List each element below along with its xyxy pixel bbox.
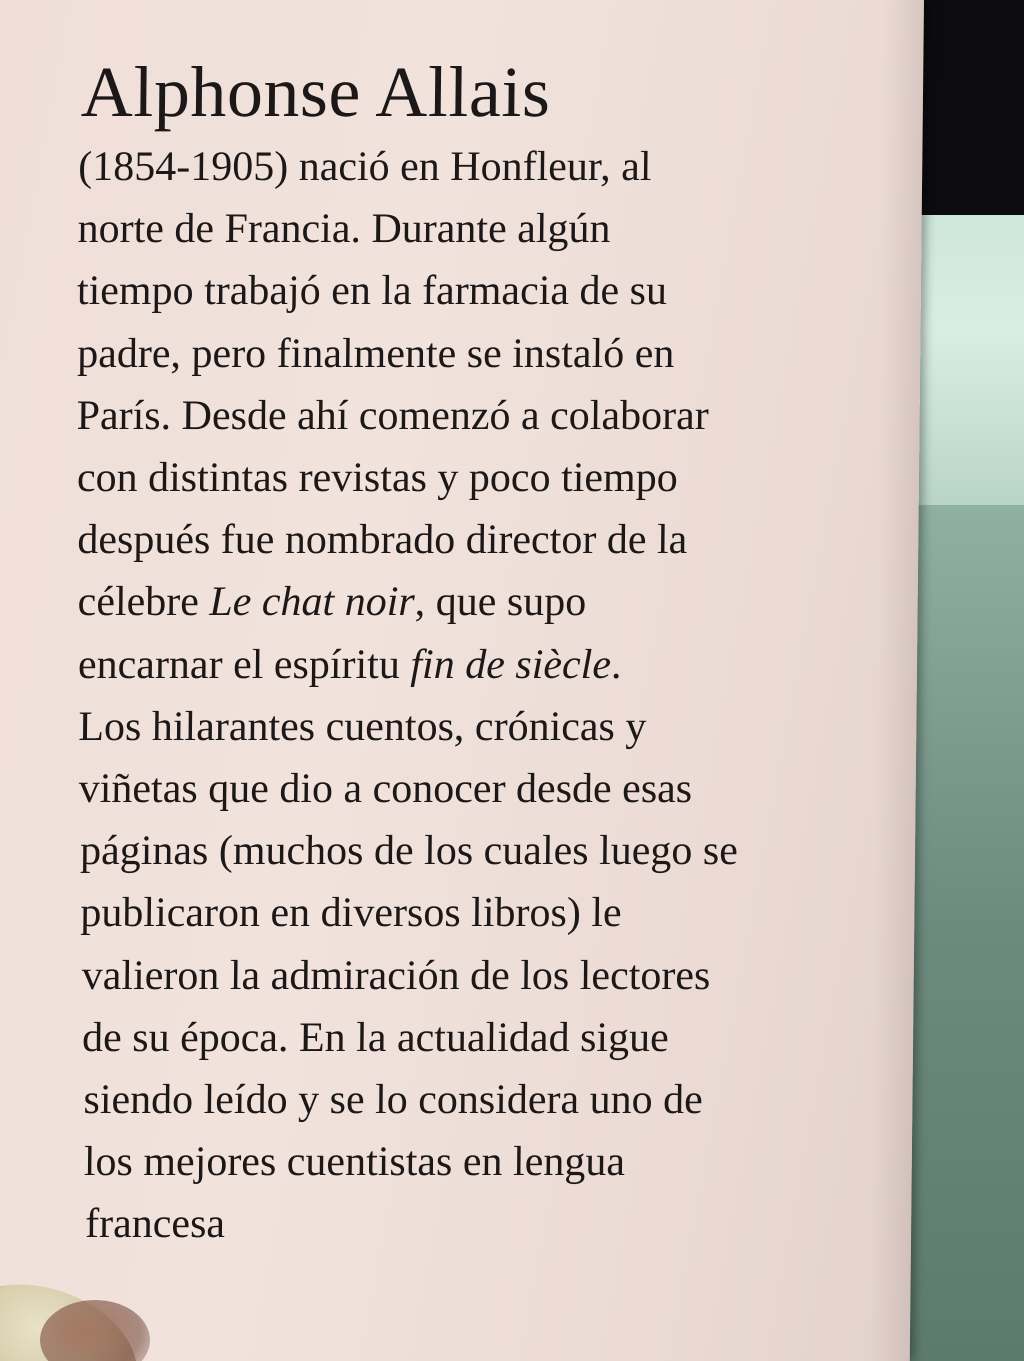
bio-text: , que supo	[414, 579, 587, 626]
bio-line-with-italic	[78, 634, 794, 696]
phrase-italic: fin de siècle	[410, 641, 612, 688]
magazine-title-italic: Le chat noir	[209, 579, 415, 626]
bio-text: .	[610, 641, 622, 688]
bio-line: los mejores cuentistas en lengua	[83, 1139, 626, 1186]
bio-line: siendo leído y se lo considera uno de	[83, 1077, 704, 1124]
bio-line: norte de Francia. Durante algún	[77, 206, 611, 253]
bio-line-with-italic	[77, 571, 794, 633]
bio-line: páginas (muchos de los cuales luego se	[79, 828, 739, 875]
bio-line: Los hilarantes cuentos, crónicas y	[78, 703, 647, 750]
bio-line: viñetas que dio a conocer desde esas	[78, 766, 693, 813]
bio-line: tiempo trabajó en la farmacia de su	[76, 268, 668, 315]
bio-line: de su época. En la actualidad sigue	[81, 1014, 669, 1061]
background-green-area	[900, 505, 1024, 1361]
author-bio	[67, 52, 800, 1256]
bio-line: París. Desde ahí comenzó a colaborar	[76, 392, 709, 439]
bio-line: francesa	[84, 1201, 226, 1248]
bio-text: célebre	[77, 579, 210, 626]
bio-line: después fue nombrado director de la	[77, 517, 688, 564]
bio-line: valieron la admiración de los lectores	[81, 952, 711, 999]
bio-line: (1854-1905) nació en Honfleur, al	[78, 144, 652, 190]
bio-line: padre, pero finalmente se instaló en	[77, 330, 675, 377]
bio-text: encarnar el espíritu	[77, 641, 411, 688]
author-name-title: Alphonse Allais	[80, 52, 551, 132]
bio-line: publicaron en diversos libros) le	[80, 890, 622, 937]
bio-line: con distintas revistas y poco tiempo	[76, 455, 678, 502]
